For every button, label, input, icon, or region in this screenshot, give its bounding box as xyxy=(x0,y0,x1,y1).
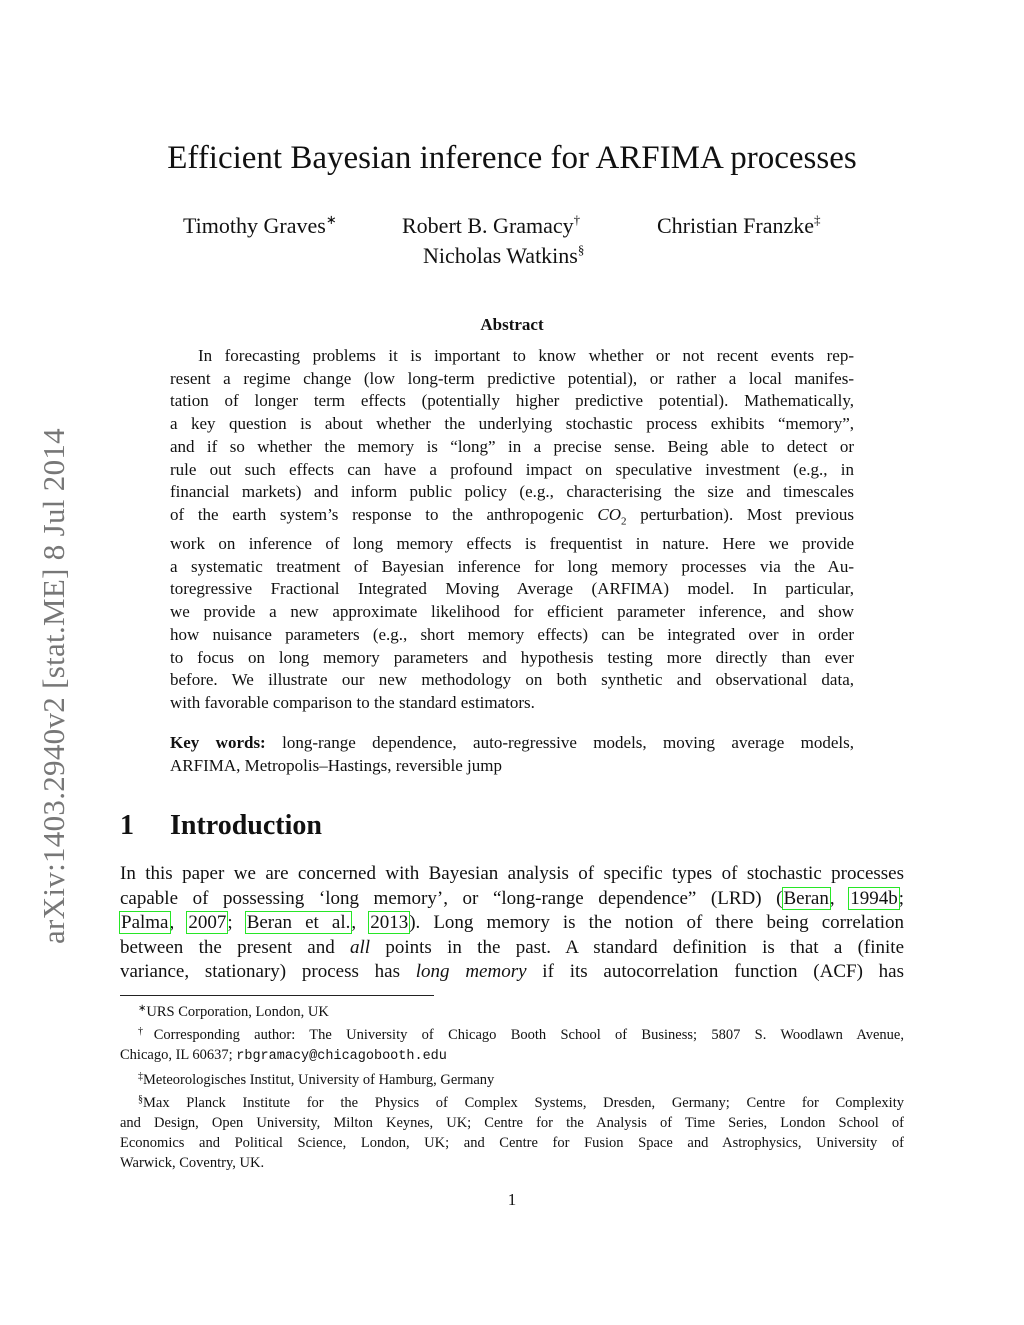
footnotes xyxy=(120,999,904,1173)
intro-text: points in the past. A standard definition is that a (finite xyxy=(370,936,905,958)
footnote-mark: ‡ xyxy=(138,1071,143,1082)
abstract-heading: Abstract xyxy=(480,315,544,334)
abstract-line: to focus on long memory parameters and hypothesis testing more directly than ever xyxy=(170,647,854,667)
abstract-line: resent a regime change (low long-term predictive potential), or rather a local manifes- xyxy=(170,368,854,388)
citation-link[interactable]: 1994b xyxy=(850,887,898,909)
author-1 xyxy=(183,212,337,239)
author-name: Robert B. Gramacy xyxy=(402,213,574,238)
abstract-line: we provide a new approximate likelihood for efficient parameter inference, and show xyxy=(170,602,854,622)
section-number: 1 xyxy=(120,810,134,841)
citation-link[interactable]: Palma xyxy=(121,912,169,933)
footnote-4-cont: Warwick, Coventry, UK. xyxy=(120,1155,265,1171)
co2-subscript: 2 xyxy=(621,515,627,528)
footnote-3 xyxy=(120,1067,904,1090)
abstract-line: how nuisance parameters (e.g., short memory effects) can be integrated over in order xyxy=(170,624,854,644)
footnote-mark: † xyxy=(573,212,581,227)
footnote-text: URS Corporation, London, UK xyxy=(146,1004,329,1020)
abstract-line: toregressive Fractional Integrated Moving Average (ARFIMA) model. In particular, xyxy=(170,579,854,599)
abstract-line: a key question is about whether the underlying stochastic process exhibits “memory”, xyxy=(170,414,854,434)
intro-text: ; xyxy=(227,912,246,933)
intro-line xyxy=(120,960,904,985)
footnote-4-cont: Economics and Political Science, London, UK; and Centre for Fusion Space and Astrophysics, University of xyxy=(120,1135,904,1151)
abstract-line: financial markets) and inform public policy (e.g., characterising the size and timescales xyxy=(170,482,854,502)
arxiv-identifier-sidebar: arXiv:1403.2940v2 [stat.ME] 8 Jul 2014 xyxy=(36,428,71,944)
footnote-text: Max Planck Institute for the Physics of Complex Systems, Dresden, Germany; Centre for Complexity xyxy=(143,1095,904,1111)
co2-formula: CO xyxy=(597,504,622,524)
citation-link[interactable]: 2007 xyxy=(188,912,227,933)
abstract-line: and if so whether the memory is “long” in a precise sense. Being able to detect or xyxy=(170,436,854,456)
author-3 xyxy=(657,212,821,239)
footnote-4 xyxy=(120,1090,904,1113)
footnote-mark: † xyxy=(138,1026,154,1037)
abstract-line: work on inference of long memory effects is frequentist in nature. Here we provide xyxy=(170,534,854,554)
paper-title: Efficient Bayesian inference for ARFIMA processes xyxy=(167,140,857,176)
footnote-2-cont xyxy=(120,1045,904,1067)
intro-text: between the present and xyxy=(120,936,350,958)
intro-text: if its autocorrelation function (ACF) has xyxy=(526,961,905,982)
intro-text: variance, stationary) process has xyxy=(120,961,416,982)
footnote-mark: ∗ xyxy=(138,1003,147,1014)
footnote-4-cont: and Design, Open University, Milton Keynes, UK; Centre for the Analysis of Time Series, London School of xyxy=(120,1115,904,1131)
author-name: Nicholas Watkins xyxy=(423,243,578,268)
intro-text: ). Long memory is the notion of there being correlation xyxy=(409,912,905,933)
footnote-1 xyxy=(120,999,904,1022)
intro-text: ; xyxy=(898,887,904,909)
footnote-mark: ∗ xyxy=(325,212,337,227)
intro-text: , xyxy=(829,887,850,909)
abstract-line: before. We illustrate our new methodology on both synthetic and observational data, xyxy=(170,670,854,690)
abstract-line: In forecasting problems it is important to know whether or not recent events rep- xyxy=(198,346,854,365)
abstract-line: tation of longer term effects (potentially higher predictive potential). Mathematically, xyxy=(170,391,854,411)
section-heading xyxy=(120,810,322,842)
author-4 xyxy=(423,242,584,269)
section-title: Introduction xyxy=(170,810,322,841)
citation-link[interactable]: Beran et al. xyxy=(246,912,351,933)
footnote-divider xyxy=(120,995,434,996)
keywords xyxy=(170,731,854,777)
intro-emphasis: long memory xyxy=(415,961,527,982)
citation-link[interactable]: Beran xyxy=(783,887,829,909)
footnote-mark: § xyxy=(138,1094,143,1105)
keywords-line: ARFIMA, Metropolis–Hastings, reversible jump xyxy=(170,756,502,775)
intro-text: , xyxy=(169,912,188,933)
author-name: Christian Franzke xyxy=(657,213,815,238)
intro-line xyxy=(120,887,904,912)
citation-link[interactable]: 2013 xyxy=(370,912,409,933)
footnote-2 xyxy=(120,1022,904,1045)
intro-line xyxy=(120,936,904,961)
abstract-line: a systematic treatment of Bayesian inference for long memory processes via the Au- xyxy=(170,556,854,576)
email-link[interactable]: rbgramacy@chicagobooth.edu xyxy=(236,1049,447,1064)
abstract-body xyxy=(170,345,854,715)
footnote-text: Meteorologisches Institut, University of Hamburg, Germany xyxy=(143,1072,495,1088)
intro-line xyxy=(120,911,904,936)
abstract-text: perturbation). Most previous xyxy=(626,504,855,524)
intro-emphasis: all xyxy=(350,936,371,958)
keywords-line xyxy=(170,731,854,754)
intro-paragraph xyxy=(120,862,904,985)
footnote-text: Chicago, IL 60637; xyxy=(120,1047,237,1063)
keywords-label: Key words: xyxy=(170,733,266,752)
abstract-line: rule out such effects can have a profound impact on speculative investment (e.g., in xyxy=(170,459,854,479)
abstract-line: with favorable comparison to the standard estimators. xyxy=(170,692,535,712)
intro-line: In this paper we are concerned with Bayesian analysis of specific types of stochastic processes xyxy=(120,863,904,884)
intro-text: capable of possessing ‘long memory’, or “long-range dependence” (LRD) ( xyxy=(120,887,783,909)
author-name: Timothy Graves xyxy=(183,213,326,238)
page-number: 1 xyxy=(507,1190,517,1209)
intro-text: , xyxy=(351,912,370,933)
abstract-line-co2 xyxy=(170,504,854,533)
abstract-text: of the earth system’s response to the anthropogenic xyxy=(170,504,598,524)
footnote-text: Corresponding author: The University of Chicago Booth School of Business; 5807 S. Woodlawn Avenue, xyxy=(153,1027,904,1043)
footnote-mark: § xyxy=(577,242,585,257)
author-2 xyxy=(402,212,580,239)
footnote-mark: ‡ xyxy=(814,212,821,227)
keywords-text: long-range dependence, auto-regressive models, moving average models, xyxy=(282,733,855,752)
